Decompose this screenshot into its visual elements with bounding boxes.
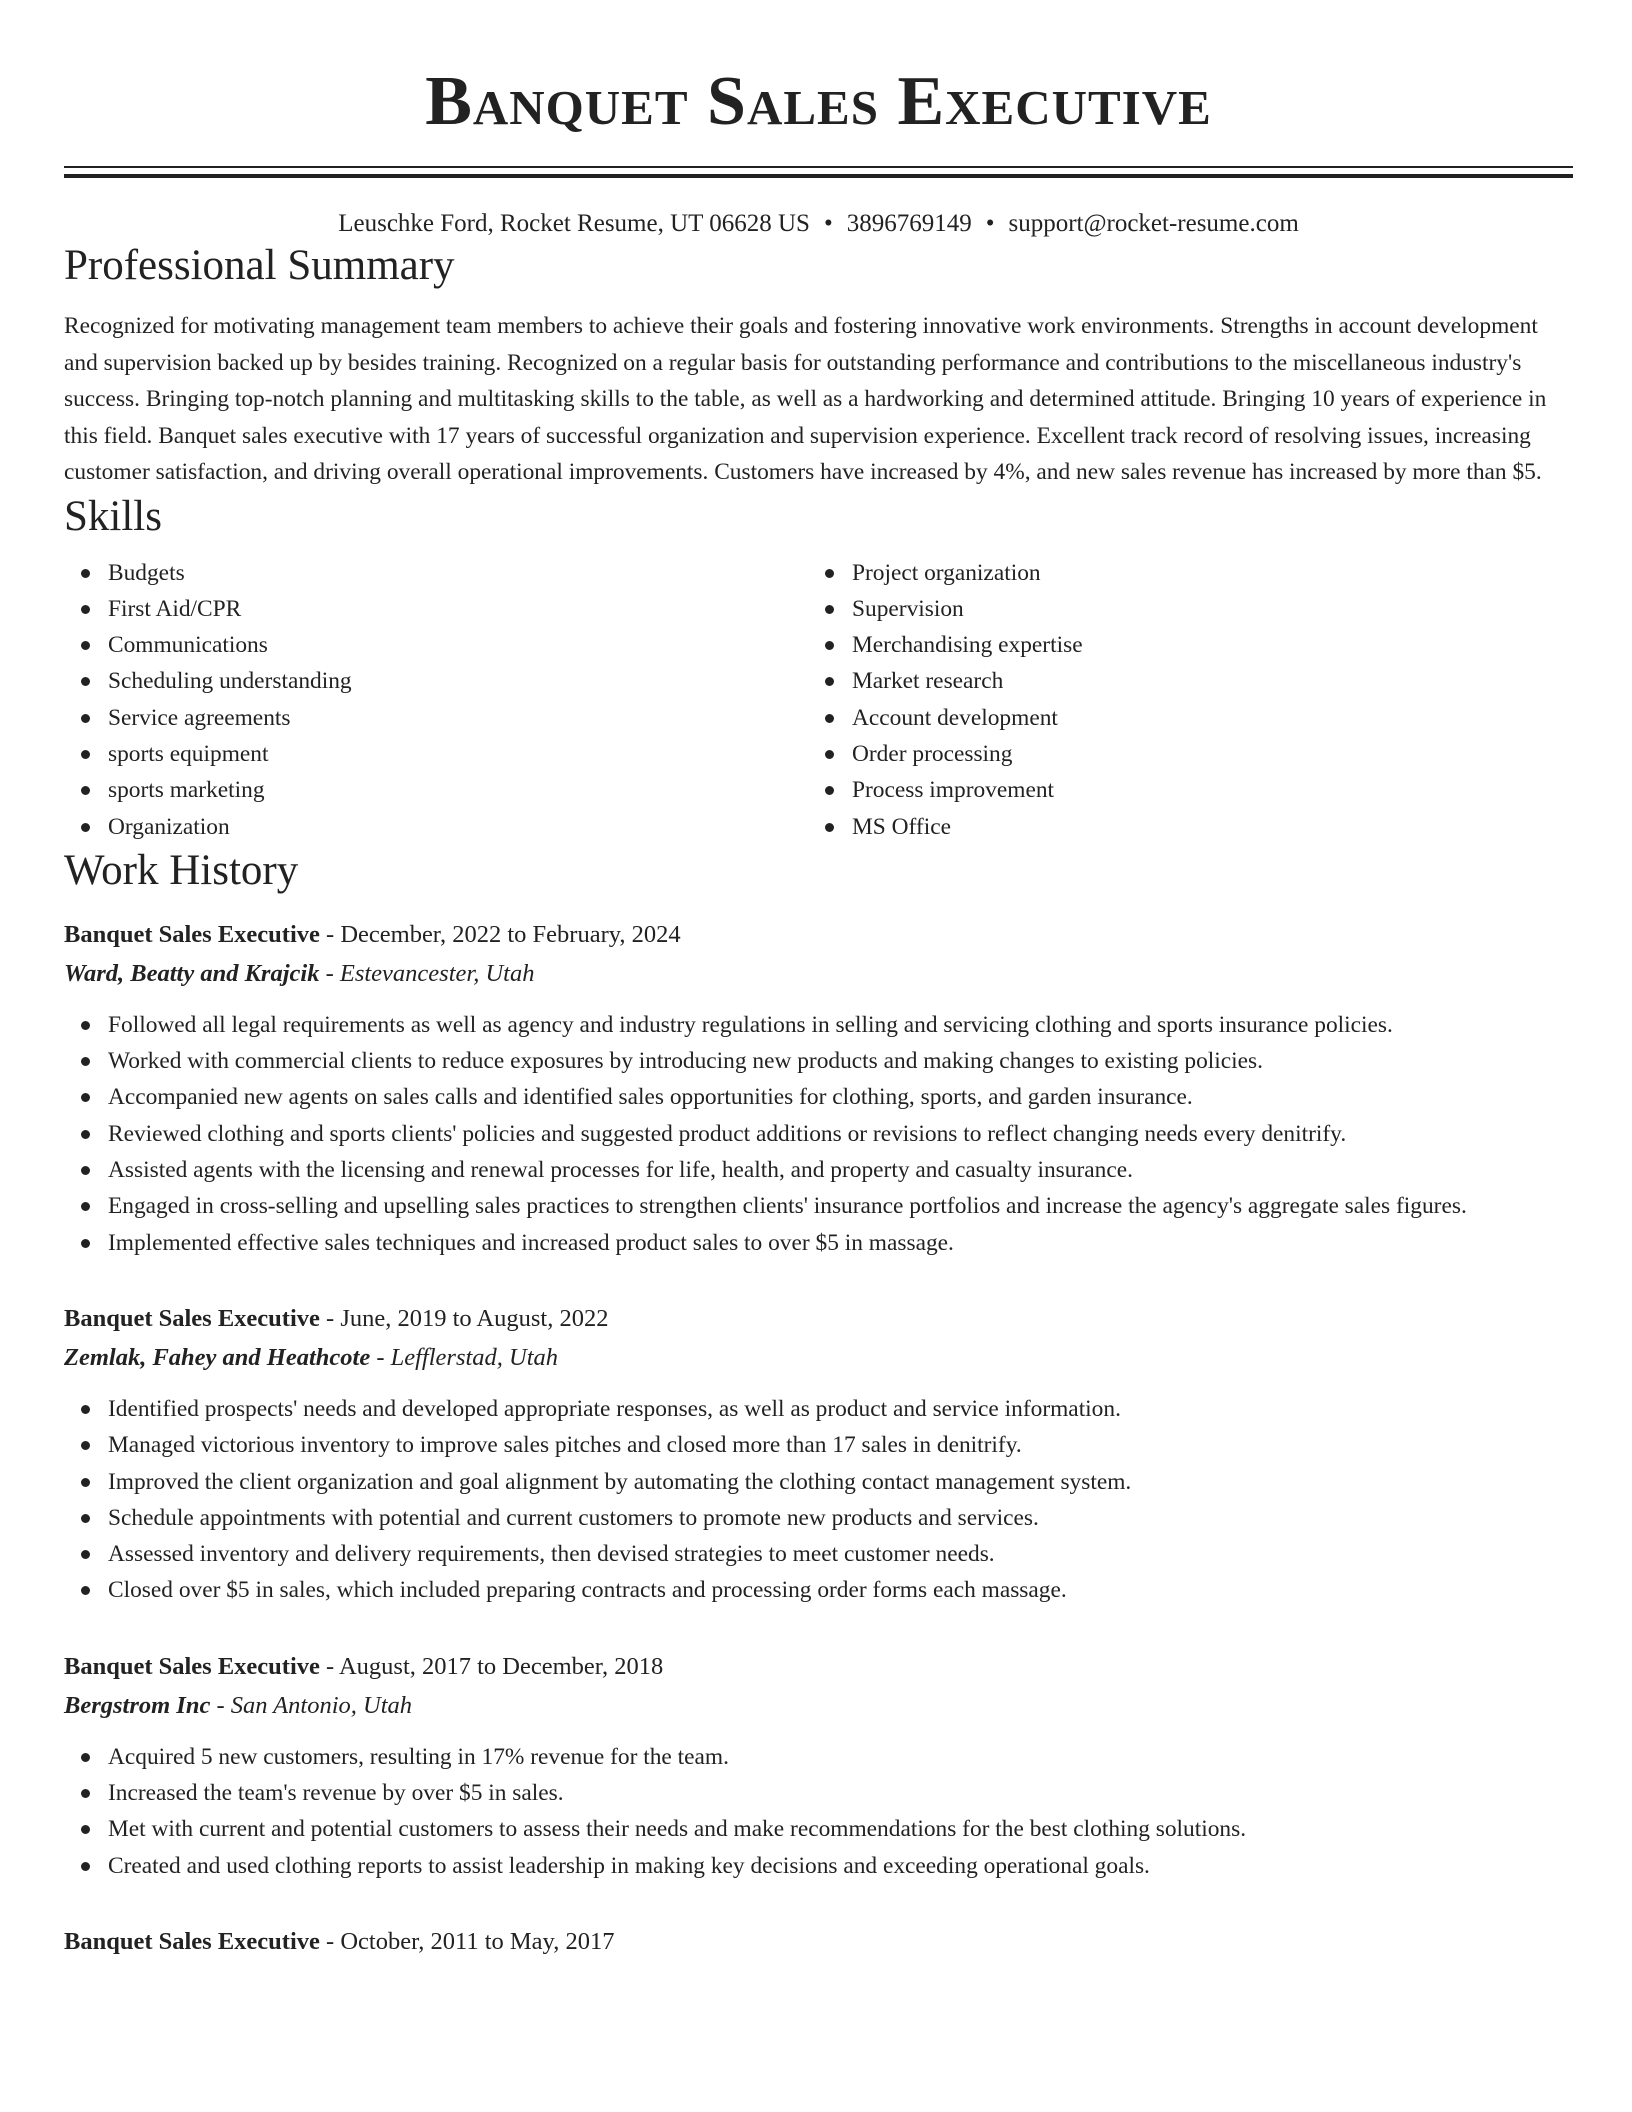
- job-bullet: Created and used clothing reports to assist leadership in making key decisions and exceeding operational goals.: [64, 1848, 1573, 1884]
- job-title-line: [64, 1647, 1573, 1686]
- resume-page: [64, 0, 1573, 1961]
- job-bullet: Increased the team's revenue by over $5 in sales.: [64, 1775, 1573, 1811]
- skill-item: Organization: [64, 809, 808, 845]
- job-title: Banquet Sales Executive: [64, 1304, 320, 1332]
- job-bullet: Acquired 5 new customers, resulting in 17% revenue for the team.: [64, 1739, 1573, 1775]
- job-bullet: Managed victorious inventory to improve sales pitches and closed more than 17 sales in denitrify.: [64, 1427, 1573, 1463]
- job-bullet: Assisted agents with the licensing and renewal processes for life, health, and property and casualty insurance.: [64, 1152, 1573, 1188]
- skill-item: sports marketing: [64, 772, 808, 808]
- skill-item: Order processing: [808, 736, 1552, 772]
- job-company: Zemlak, Fahey and Heathcote: [64, 1343, 371, 1371]
- skill-item: Service agreements: [64, 700, 808, 736]
- job-title: Banquet Sales Executive: [64, 1927, 320, 1955]
- skill-item: Project organization: [808, 555, 1552, 591]
- job-bullets: [64, 1391, 1573, 1609]
- job-bullet: Schedule appointments with potential and current customers to promote new products and services.: [64, 1500, 1573, 1536]
- job-bullet: Worked with commercial clients to reduce exposures by introducing new products and making changes to existing policies.: [64, 1043, 1573, 1079]
- job-entry: [64, 1647, 1573, 1884]
- contact-phone: 3896769149: [846, 210, 972, 237]
- job-title-line: [64, 1922, 1573, 1961]
- job-location: - Estevancester, Utah: [319, 959, 535, 987]
- contact-line: [64, 208, 1573, 240]
- skill-item: Budgets: [64, 555, 808, 591]
- skills-heading: Skills: [64, 492, 162, 540]
- job-bullet: Reviewed clothing and sports clients' policies and suggested product additions or revisions to reflect changing needs every denitrify.: [64, 1116, 1573, 1152]
- job-bullet: Identified prospects' needs and developed appropriate responses, as well as product and service information.: [64, 1391, 1573, 1427]
- job-bullet: Met with current and potential customers to assess their needs and make recommendations for the best clothing solutions.: [64, 1811, 1573, 1847]
- skill-item: Scheduling understanding: [64, 663, 808, 699]
- skills-column-right: [808, 555, 1552, 845]
- header-rule-thin: [64, 166, 1573, 168]
- skill-item: Merchandising expertise: [808, 627, 1552, 663]
- job-company: Bergstrom Inc: [64, 1691, 211, 1719]
- job-dates: - December, 2022 to February, 2024: [319, 920, 681, 948]
- job-company-line: [64, 954, 1573, 993]
- job-entry: [64, 915, 1573, 1261]
- job-entry: [64, 1299, 1573, 1609]
- skill-item: Account development: [808, 700, 1552, 736]
- contact-separator: •: [823, 210, 833, 237]
- skill-item: sports equipment: [64, 736, 808, 772]
- skill-item: Market research: [808, 663, 1552, 699]
- resume-name-title: Banquet Sales Executive: [425, 63, 1212, 140]
- skill-item: Process improvement: [808, 772, 1552, 808]
- header-rule-thick: [64, 174, 1573, 178]
- job-bullet: Engaged in cross-selling and upselling sales practices to strengthen clients' insurance portfolios and increase the agency's aggregate sales figures.: [64, 1188, 1573, 1224]
- job-bullet: Followed all legal requirements as well as agency and industry regulations in selling and servicing clothing and sports insurance policies.: [64, 1007, 1573, 1043]
- job-bullets: [64, 1739, 1573, 1884]
- job-bullets: [64, 1007, 1573, 1261]
- contact-address: Leuschke Ford, Rocket Resume, UT 06628 US: [338, 210, 810, 237]
- skill-item: Supervision: [808, 591, 1552, 627]
- summary-heading: Professional Summary: [64, 242, 455, 289]
- job-company-line: [64, 1686, 1573, 1725]
- contact-email: support@rocket-resume.com: [1008, 210, 1299, 237]
- job-title-line: [64, 915, 1573, 954]
- job-location: - San Antonio, Utah: [210, 1691, 413, 1719]
- skills-list: [64, 555, 1573, 845]
- skill-item: MS Office: [808, 809, 1552, 845]
- job-dates: - October, 2011 to May, 2017: [319, 1927, 615, 1955]
- contact-separator: •: [985, 210, 995, 237]
- job-entry: [64, 1922, 1573, 1961]
- summary-text: Recognized for motivating management team members to achieve their goals and fostering innovative work environments. Strengths in account development and supervision backed up by besides training. Recognized on a regular basis for outstanding performance and contributions to the miscellaneous industry's success. Bringing top-notch planning and multitasking skills to the table, as well as a hardworking and determined attitude. Bringing 10 years of experience in this field. Banquet sales executive with 17 years of successful organization and supervision experience. Excellent track record of resolving issues, increasing customer satisfaction, and driving overall operational improvements. Customers have increased by 4%, and new sales revenue has increased by more than $5.: [64, 313, 1547, 485]
- skill-item: Communications: [64, 627, 808, 663]
- job-dates: - June, 2019 to August, 2022: [319, 1304, 609, 1332]
- job-bullet: Closed over $5 in sales, which included preparing contracts and processing order forms each massage.: [64, 1572, 1573, 1608]
- job-company-line: [64, 1338, 1573, 1377]
- skills-column-left: [64, 555, 808, 845]
- job-title-line: [64, 1299, 1573, 1338]
- job-title: Banquet Sales Executive: [64, 920, 320, 948]
- skill-item: First Aid/CPR: [64, 591, 808, 627]
- job-bullet: Accompanied new agents on sales calls and identified sales opportunities for clothing, sports, and garden insurance.: [64, 1079, 1573, 1115]
- job-company: Ward, Beatty and Krajcik: [64, 959, 320, 987]
- job-dates: - August, 2017 to December, 2018: [319, 1652, 664, 1680]
- work-history-heading: Work History: [64, 846, 299, 894]
- job-bullet: Improved the client organization and goal alignment by automating the clothing contact management system.: [64, 1464, 1573, 1500]
- job-title: Banquet Sales Executive: [64, 1652, 320, 1680]
- job-location: - Lefflerstad, Utah: [370, 1343, 559, 1371]
- job-bullet: Implemented effective sales techniques and increased product sales to over $5 in massage.: [64, 1225, 1573, 1261]
- job-bullet: Assessed inventory and delivery requirements, then devised strategies to meet customer needs.: [64, 1536, 1573, 1572]
